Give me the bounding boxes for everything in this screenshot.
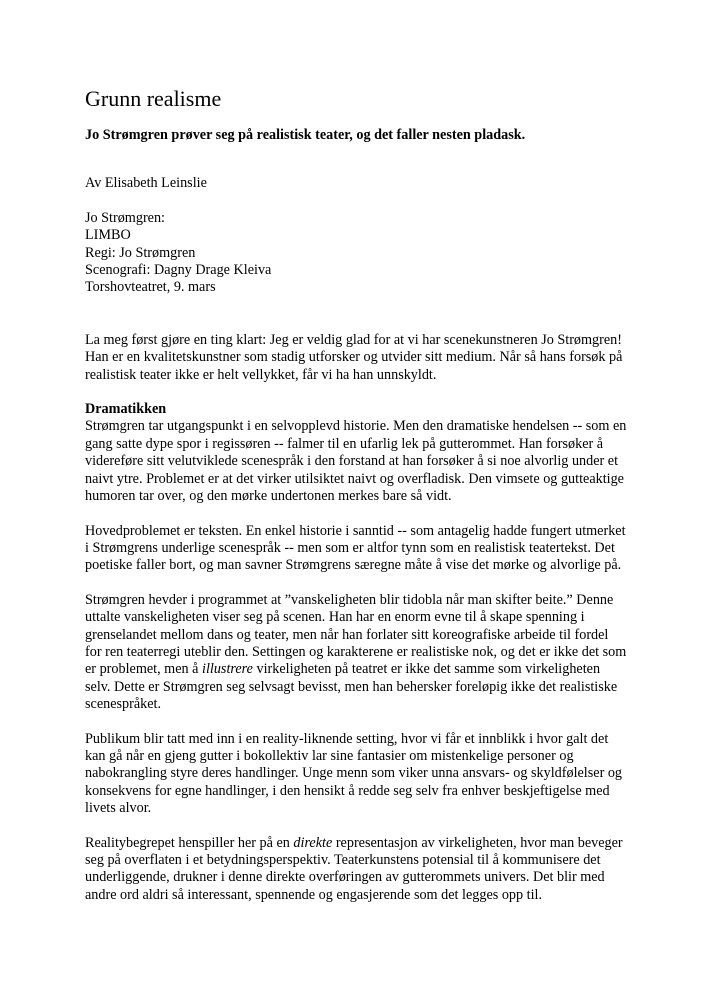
emphasized-text: direkte bbox=[293, 834, 333, 851]
emphasized-text: illustrere bbox=[202, 661, 253, 678]
body-paragraph: Publikum blir tatt med inn i en reality-liknende setting, hvor vi får et innblikk i hvor galt det kan gå når en gjeng gutter i bokollektiv lar sine fantasier om mistenkelige personer og nabokrangling styre deres handlinger. Unge menn som viker unna ansvars- og skyldfølelser og konsekvens for egne handlinger, i den hensikt å redde seg selv fra enhver beskjeftigelse med livets alvor. bbox=[85, 730, 623, 817]
paragraph-text: Strømgren hevder i programmet at ”vanskeligheten blir tidobla når man skifter beite.” Denne uttalte vanskeligheten viser seg på scenen. Han har en enorm evne til å skape spenning i grenselandet mellom dans og teater, men når han forlater sitt koreografiske arbeide til fordel for ren teaterregi uteblir den. Settingen og karakterene er realistiske nok, og det er ikke det som er problemet, men å bbox=[85, 591, 627, 678]
body-paragraph bbox=[85, 592, 627, 714]
section-heading: Dramatikken bbox=[85, 401, 167, 418]
article-subtitle: Jo Strømgren prøver seg på realistisk teater, og det faller nesten pladask. bbox=[85, 127, 526, 143]
credit-line: Jo Strømgren: bbox=[85, 209, 165, 226]
paragraph-text: representasjon av virkeligheten, hvor man beveger seg på overflaten i et betydningsperspektiv. Teaterkunstens potensial til å kommunisere det underliggende, drukner i denne direkte overføringen av gutterommets univers. Det blir med andre ord aldri så interessant, spennende og engasjerende som det legges opp til. bbox=[85, 834, 623, 903]
article-byline: Av Elisabeth Leinslie bbox=[85, 175, 207, 192]
credit-line: Torshovteatret, 9. mars bbox=[85, 279, 216, 296]
paragraph-text: Realitybegrepet henspiller her på en bbox=[85, 834, 294, 851]
credit-line: LIMBO bbox=[85, 227, 131, 244]
credit-line: Scenografi: Dagny Drage Kleiva bbox=[85, 262, 272, 279]
intro-paragraph: La meg først gjøre en ting klart: Jeg er veldig glad for at vi har scenekunstneren Jo Strømgren! Han er en kvalitetskunstner som stadig utforsker og utvider sitt medium. Når så hans forsøk på realistisk teater ikke er helt vellykket, får vi ha han unnskyldt. bbox=[85, 331, 623, 383]
production-credits bbox=[85, 210, 627, 297]
article-title: Grunn realisme bbox=[85, 86, 222, 111]
body-paragraph bbox=[85, 835, 627, 905]
body-paragraph: Strømgren tar utgangspunkt i en selvopplevd historie. Men den dramatiske hendelsen -- som en gang satte dype spor i regissøren -- falmer til en ufarlig lek på gutterommet. Han forsøker å videreføre sitt velutviklede scenespråk i den forstand at han forsøker å si noe alvorlig under et naivt ytre. Problemet er at det virker utilsiktet naivt og overfladisk. Den vimsete og gutteaktige humoren tar over, og den mørke undertonen merkes bare så vidt. bbox=[85, 418, 627, 505]
credit-line: Regi: Jo Strømgren bbox=[85, 244, 196, 261]
body-paragraph: Hovedproblemet er teksten. En enkel historie i sanntid -- som antagelig hadde fungert utmerket i Strømgrens underlige scenespråk -- men som er altfor tynn som en realistisk teatertekst. Det poetiske faller bort, og man savner Strømgrens særegne måte å vise det mørke og alvorlige på. bbox=[85, 522, 626, 574]
section-dramatikken bbox=[85, 401, 627, 505]
paragraph-text: virkeligheten på teatret er ikke det samme som virkeligheten selv. Dette er Strømgren seg selvsagt bevisst, men han behersker foreløpig ikke det realistiske scenespråket. bbox=[85, 661, 618, 713]
